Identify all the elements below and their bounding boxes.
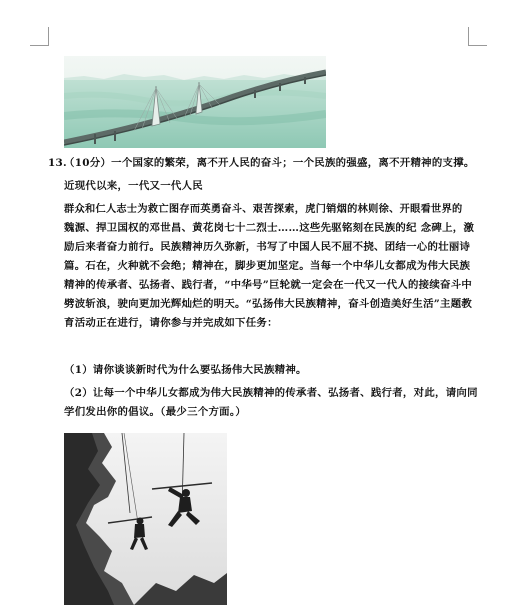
question-line: 劈波斩浪，驶向更加光辉灿烂的明天。“弘扬伟大民族精神，奋斗创造美好生活”主题教 [64, 298, 473, 310]
question-line [64, 157, 475, 170]
crop-mark-top-left [30, 27, 49, 46]
bridge-photo [64, 56, 326, 148]
question-line: 近现代以来，一代又一代人民 [64, 180, 203, 192]
question-line: 精神的传承者、弘扬者、践行者，“中华号”巨轮就一定会在一代又一代人的接续奋斗中 [64, 279, 473, 291]
question-line: 篇。石在，火种就不会绝；精神在，脚步更加坚定。当每一个中华儿女都成为伟大民族 [64, 260, 471, 272]
question-intro: 一个国家的繁荣，离不开人民的奋斗；一个民族的强盛，离不开精神的支撑。 [111, 157, 475, 169]
task-2: （2）让每一个中华儿女都成为伟大民族精神的传承者、弘扬者、践行者，对此，请向同 [64, 387, 478, 399]
question-line: 魏源、捍卫国权的邓世昌、黄花岗七十二烈士……这些先驱铭刻在民族的纪 念碑上，激 [64, 222, 475, 234]
crop-mark-top-right [468, 27, 487, 46]
task-2-continued: 学们发出你的倡议。（最少三个方面。） [64, 406, 247, 418]
question-line: 群众和仁人志士为救亡图存而英勇奋斗、艰苦探索，虎门销烟的林则徐、开眼看世界的 [64, 203, 463, 215]
climbers-photo [64, 433, 227, 605]
question-line: 育活动正在进行，请你参与并完成如下任务： [64, 317, 278, 329]
question-score: （10分） [64, 157, 112, 169]
question-line: 励后来者奋力前行。民族精神历久弥新，书写了中国人民不屈不挠、团结一心的壮丽诗 [64, 241, 471, 253]
task-1: （1）请你谈谈新时代为什么要弘扬伟大民族精神。 [64, 364, 307, 376]
question-number: 13. [48, 157, 67, 169]
